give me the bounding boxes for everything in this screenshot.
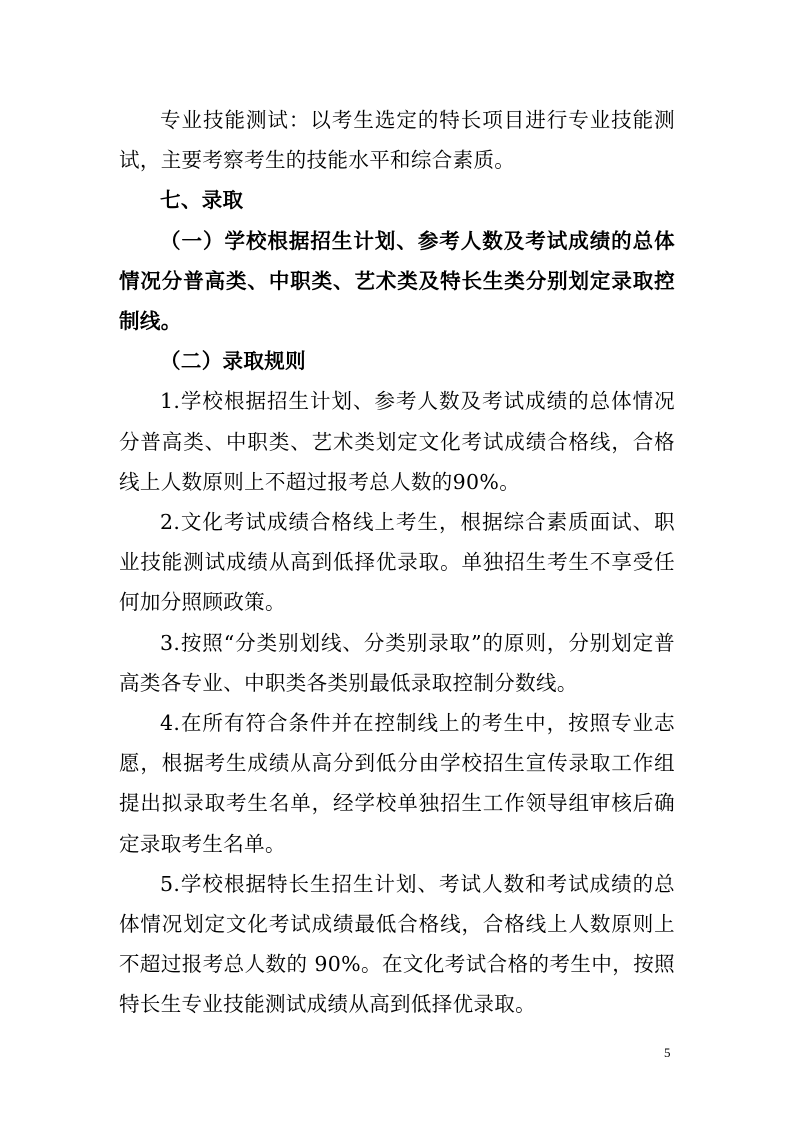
document-body	[119, 100, 675, 1025]
rule-item-1: 1.学校根据招生计划、参考人数及考试成绩的总体情况分普高类、中职类、艺术类划定文化考试成绩合格线，合格线上人数原则上不超过报考总人数的90%。	[119, 389, 675, 494]
rule-item-2: 2.文化考试成绩合格线上考生，根据综合素质面试、职业技能测试成绩从高到低择优录取。单独招生考生不享受任何加分照顾政策。	[119, 510, 675, 615]
rule-item-3: 3.按照“分类别划线、分类别录取”的原则，分别划定普高类各专业、中职类各类别最低录取控制分数线。	[119, 630, 675, 695]
rule-item-4: 4.在所有符合条件并在控制线上的考生中，按照专业志愿，根据考生成绩从高分到低分由学校招生宣传录取工作组提出拟录取考生名单，经学校单独招生工作领导组审核后确定录取考生名单。	[119, 711, 675, 856]
paragraph-skill-test: 专业技能测试：以考生选定的特长项目进行专业技能测试，主要考察考生的技能水平和综合素质。	[119, 108, 675, 173]
rule-item-5: 5.学校根据特长生招生计划、考试人数和考试成绩的总体情况划定文化考试成绩最低合格线，合格线上人数原则上不超过报考总人数的 90%。在文化考试合格的考生中，按照特长生专业技能测试成绩从高到低择优录取。	[119, 871, 675, 1017]
subsection-control-line: （一）学校根据招生计划、参考人数及考试成绩的总体情况分普高类、中职类、艺术类及特长生类分别划定录取控制线。	[119, 228, 675, 334]
section-heading-admission: 七、录取	[160, 188, 244, 213]
page-number: 5	[664, 1045, 671, 1060]
subsection-heading-rules: （二）录取规则	[160, 349, 306, 374]
